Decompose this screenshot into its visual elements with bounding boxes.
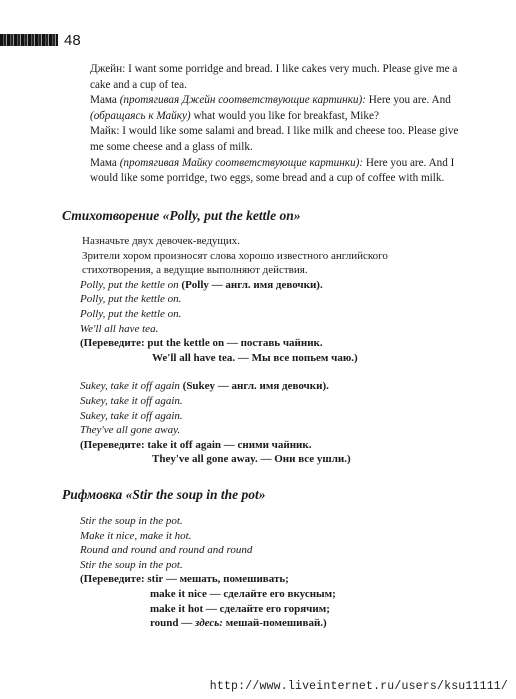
stage-direction: (протягивая Майку соответствующие картинки): — [116, 156, 364, 169]
translation-line: (Переведите: take it off again — сними чайник. — [80, 438, 312, 451]
speaker: Джейн: — [90, 63, 126, 75]
poem-line: Sukey, take it off again. — [80, 394, 183, 407]
translation-line: (Переведите: put the kettle on — поставь чайник. — [80, 337, 323, 350]
poem-note: (Polly — англ. имя девочки). — [178, 278, 323, 291]
translation-line: (Переведите: stir — мешать, помешивать; — [80, 573, 289, 586]
dialogue-line — [76, 124, 462, 155]
line-text: I want some porridge and bread. I like cakes very much. Please give me a cake and a cup of tea. — [90, 63, 458, 91]
page-number: 48 — [64, 31, 81, 49]
translation-line: We'll all have tea. — Мы все попьем чаю.) — [152, 351, 358, 364]
poem-line: Polly, put the kettle on — [80, 278, 179, 291]
speaker: Мама — [90, 156, 117, 169]
soup-section — [80, 514, 460, 631]
translation-part: здесь: — [195, 617, 223, 630]
translation-line: make it hot — сделайте его горячим; — [150, 602, 330, 615]
line-text: Here you are. And I would like some porridge, two eggs, some bread and a cup of coffee with milk. — [90, 156, 455, 185]
header-decoration — [0, 34, 58, 46]
line-text: I would like some salami and bread. I like milk and cheese too. Please give me some cheese and a glass of milk. — [90, 125, 459, 153]
poem-note: (Sukey — англ. имя девочки). — [179, 380, 329, 393]
poem-line: We'll all have tea. — [80, 322, 159, 335]
section-heading-soup: Рифмовка «Stir the soup in the pot» — [62, 487, 266, 502]
section-heading-polly: Стихотворение «Polly, put the kettle on» — [62, 208, 301, 223]
poem-line: Polly, put the kettle on. — [80, 307, 182, 320]
dialogue-line — [76, 62, 462, 93]
dialogue-block — [76, 62, 462, 187]
dialogue-line — [76, 93, 462, 124]
poem-line: Round and round and round and round — [80, 544, 253, 557]
footer-url: http://www.liveinternet.ru/users/ksu11111/ — [209, 680, 508, 693]
translation-part: мешай-помешивай.) — [222, 617, 327, 630]
line-text: Here you are. And — [365, 94, 451, 107]
translation-part: round — — [150, 617, 196, 630]
speaker: Майк: — [90, 125, 120, 138]
page-header — [0, 32, 81, 48]
translation-line: make it nice — сделайте его вкусным; — [150, 587, 336, 600]
translation-line: They've all gone away. — Они все ушли.) — [152, 453, 351, 466]
poem-line: Sukey, take it off again — [80, 380, 180, 393]
poem-line: They've all gone away. — [80, 424, 181, 437]
poem-line: Sukey, take it off again. — [80, 409, 183, 422]
polly-section — [80, 234, 460, 467]
translation-line — [80, 616, 460, 631]
dialogue-line — [76, 156, 462, 187]
poem-line: Make it nice, make it hot. — [80, 529, 192, 542]
stage-direction: (протягивая Джейн соответствующие картинки): — [116, 94, 366, 107]
poem-line: Polly, put the kettle on. — [80, 293, 182, 306]
intro-text: Назначьте двух девочек-ведущих. — [82, 235, 241, 247]
intro-text: Зрители хором произносят слова хорошо известного английского стихотворения, а ведущие выполняют действия. — [82, 249, 388, 277]
line-text: what would you like for breakfast, Mike? — [190, 109, 379, 122]
poem-line: Stir the soup in the pot. — [80, 515, 183, 527]
stage-direction: (обращаясь к Майку) — [90, 109, 191, 122]
poem-line: Stir the soup in the pot. — [80, 558, 183, 571]
speaker: Мама — [90, 94, 117, 107]
